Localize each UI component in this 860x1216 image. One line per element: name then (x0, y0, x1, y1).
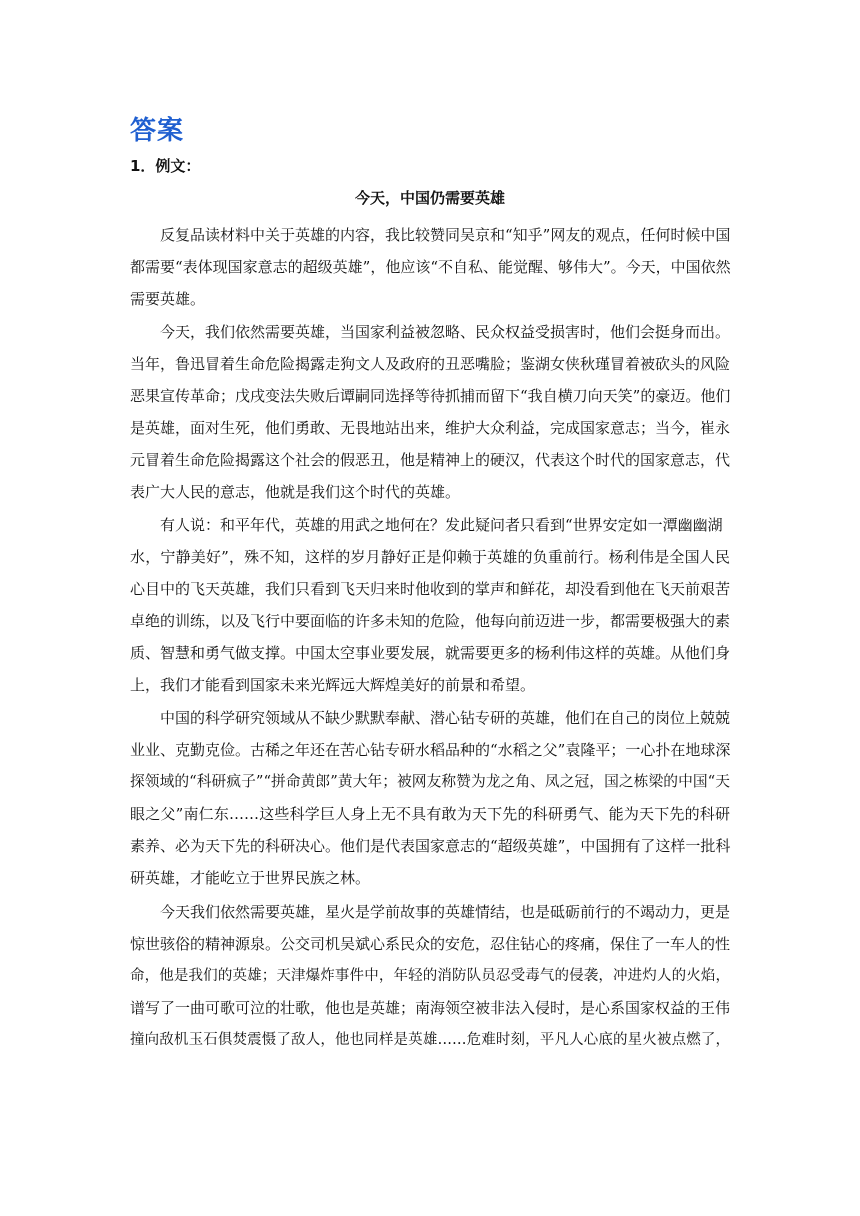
essay-line: 心目中的飞天英雄，我们只看到飞天归来时他收到的掌声和鲜花，却没看到他在飞天前艰苦 (130, 580, 731, 598)
essay-line: 表广大人民的意志，他就是我们这个时代的英雄。 (130, 483, 461, 501)
essay-line: 需要英雄。 (130, 290, 206, 308)
essay-line: 上，我们才能看到国家未来光辉远大辉煌美好的前景和希望。 (130, 676, 536, 694)
essay-line: 反复品读材料中关于英雄的内容，我比较赞同吴京和“知乎”网友的观点，任何时候中国 (160, 226, 731, 244)
question-number: 1．例文： (130, 157, 201, 175)
essay-line: 眼之父”南仁东……这些科学巨人身上无不具有敢为天下先的科研勇气、能为天下先的科研 (130, 805, 730, 823)
essay-line: 研英雄，才能屹立于世界民族之林。 (130, 869, 371, 887)
essay-line: 命，他是我们的英雄；天津爆炸事件中，年轻的消防队员忍受毒气的侵袭，冲进灼人的火焰， (130, 968, 730, 984)
essay-line: 今天我们依然需要英雄，星火是学前故事的英雄情结，也是砥砺前行的不竭动力，更是 (160, 903, 731, 921)
essay-line: 质、智慧和勇气做支撑。中国太空事业要发展，就需要更多的杨利伟这样的英雄。从他们身 (130, 644, 731, 662)
essay-line: 今天，我们依然需要英雄，当国家利益被忽略、民众权益受损害时，他们会挺身而出。 (160, 323, 731, 341)
essay-line: 卓绝的训练，以及飞行中要面临的许多未知的危险，他每向前迈进一步，都需要极强大的素 (130, 612, 731, 630)
essay-line: 中国的科学研究领域从不缺少默默奉献、潜心钻专研的英雄，他们在自己的岗位上兢兢 (160, 709, 731, 727)
essay-title: 今天，中国仍需要英雄 (354, 189, 505, 207)
essay-line: 谱写了一曲可歌可泣的壮歌，他也是英雄；南海领空被非法入侵时，是心系国家权益的王伟 (130, 999, 731, 1017)
essay-line: 都需要“表体现国家意志的超级英雄”，他应该“不自私、能觉醒、够伟大”。今天，中国依然 (130, 258, 731, 276)
essay-line: 有人说：和平年代，英雄的用武之地何在？发此疑问者只看到“世界安定如一潭幽幽湖 (160, 516, 723, 534)
essay-line: 水，宁静美好”，殊不知，这样的岁月静好正是仰赖于英雄的负重前行。杨利伟是全国人民 (130, 548, 730, 566)
essay-line: 是英雄，面对生死，他们勇敢、无畏地站出来，维护大众利益，完成国家意志；当今，崔永 (130, 419, 731, 437)
essay-line: 撞向敌机玉石俱焚震慑了敌人，他也同样是英雄……危难时刻，平凡人心底的星火被点燃了， (130, 1032, 730, 1048)
essay-line: 业业、克勤克俭。古稀之年还在苦心钻专研水稻品种的“水稻之父”袁隆平；一心扑在地球深 (130, 741, 731, 759)
essay-line: 探领域的“科研疯子”“拼命黄郎”黄大年；被网友称赞为龙之角、凤之冠，国之栋梁的中国“天 (130, 773, 730, 790)
essay-line: 恶果宣传革命；戊戌变法失败后谭嗣同选择等待抓捕而留下“我自横刀向天笑”的豪迈。他们 (130, 387, 731, 405)
essay-line: 素养、必为天下先的科研决心。他们是代表国家意志的“超级英雄”，中国拥有了这样一批科 (130, 837, 731, 855)
essay-line: 惊世骇俗的精神源泉。公交司机吴斌心系民众的安危，忍住钻心的疼痛，保住了一车人的性 (130, 935, 731, 953)
essay-line: 当年，鲁迅冒着生命危险揭露走狗文人及政府的丑恶嘴脸；鉴湖女侠秋瑾冒着被砍头的风险 (130, 355, 731, 373)
essay-line: 元冒着生命危险揭露这个社会的假恶丑，他是精神上的硬汉，代表这个时代的国家意志，代 (130, 451, 731, 469)
answer-heading: 答案 (130, 116, 185, 146)
